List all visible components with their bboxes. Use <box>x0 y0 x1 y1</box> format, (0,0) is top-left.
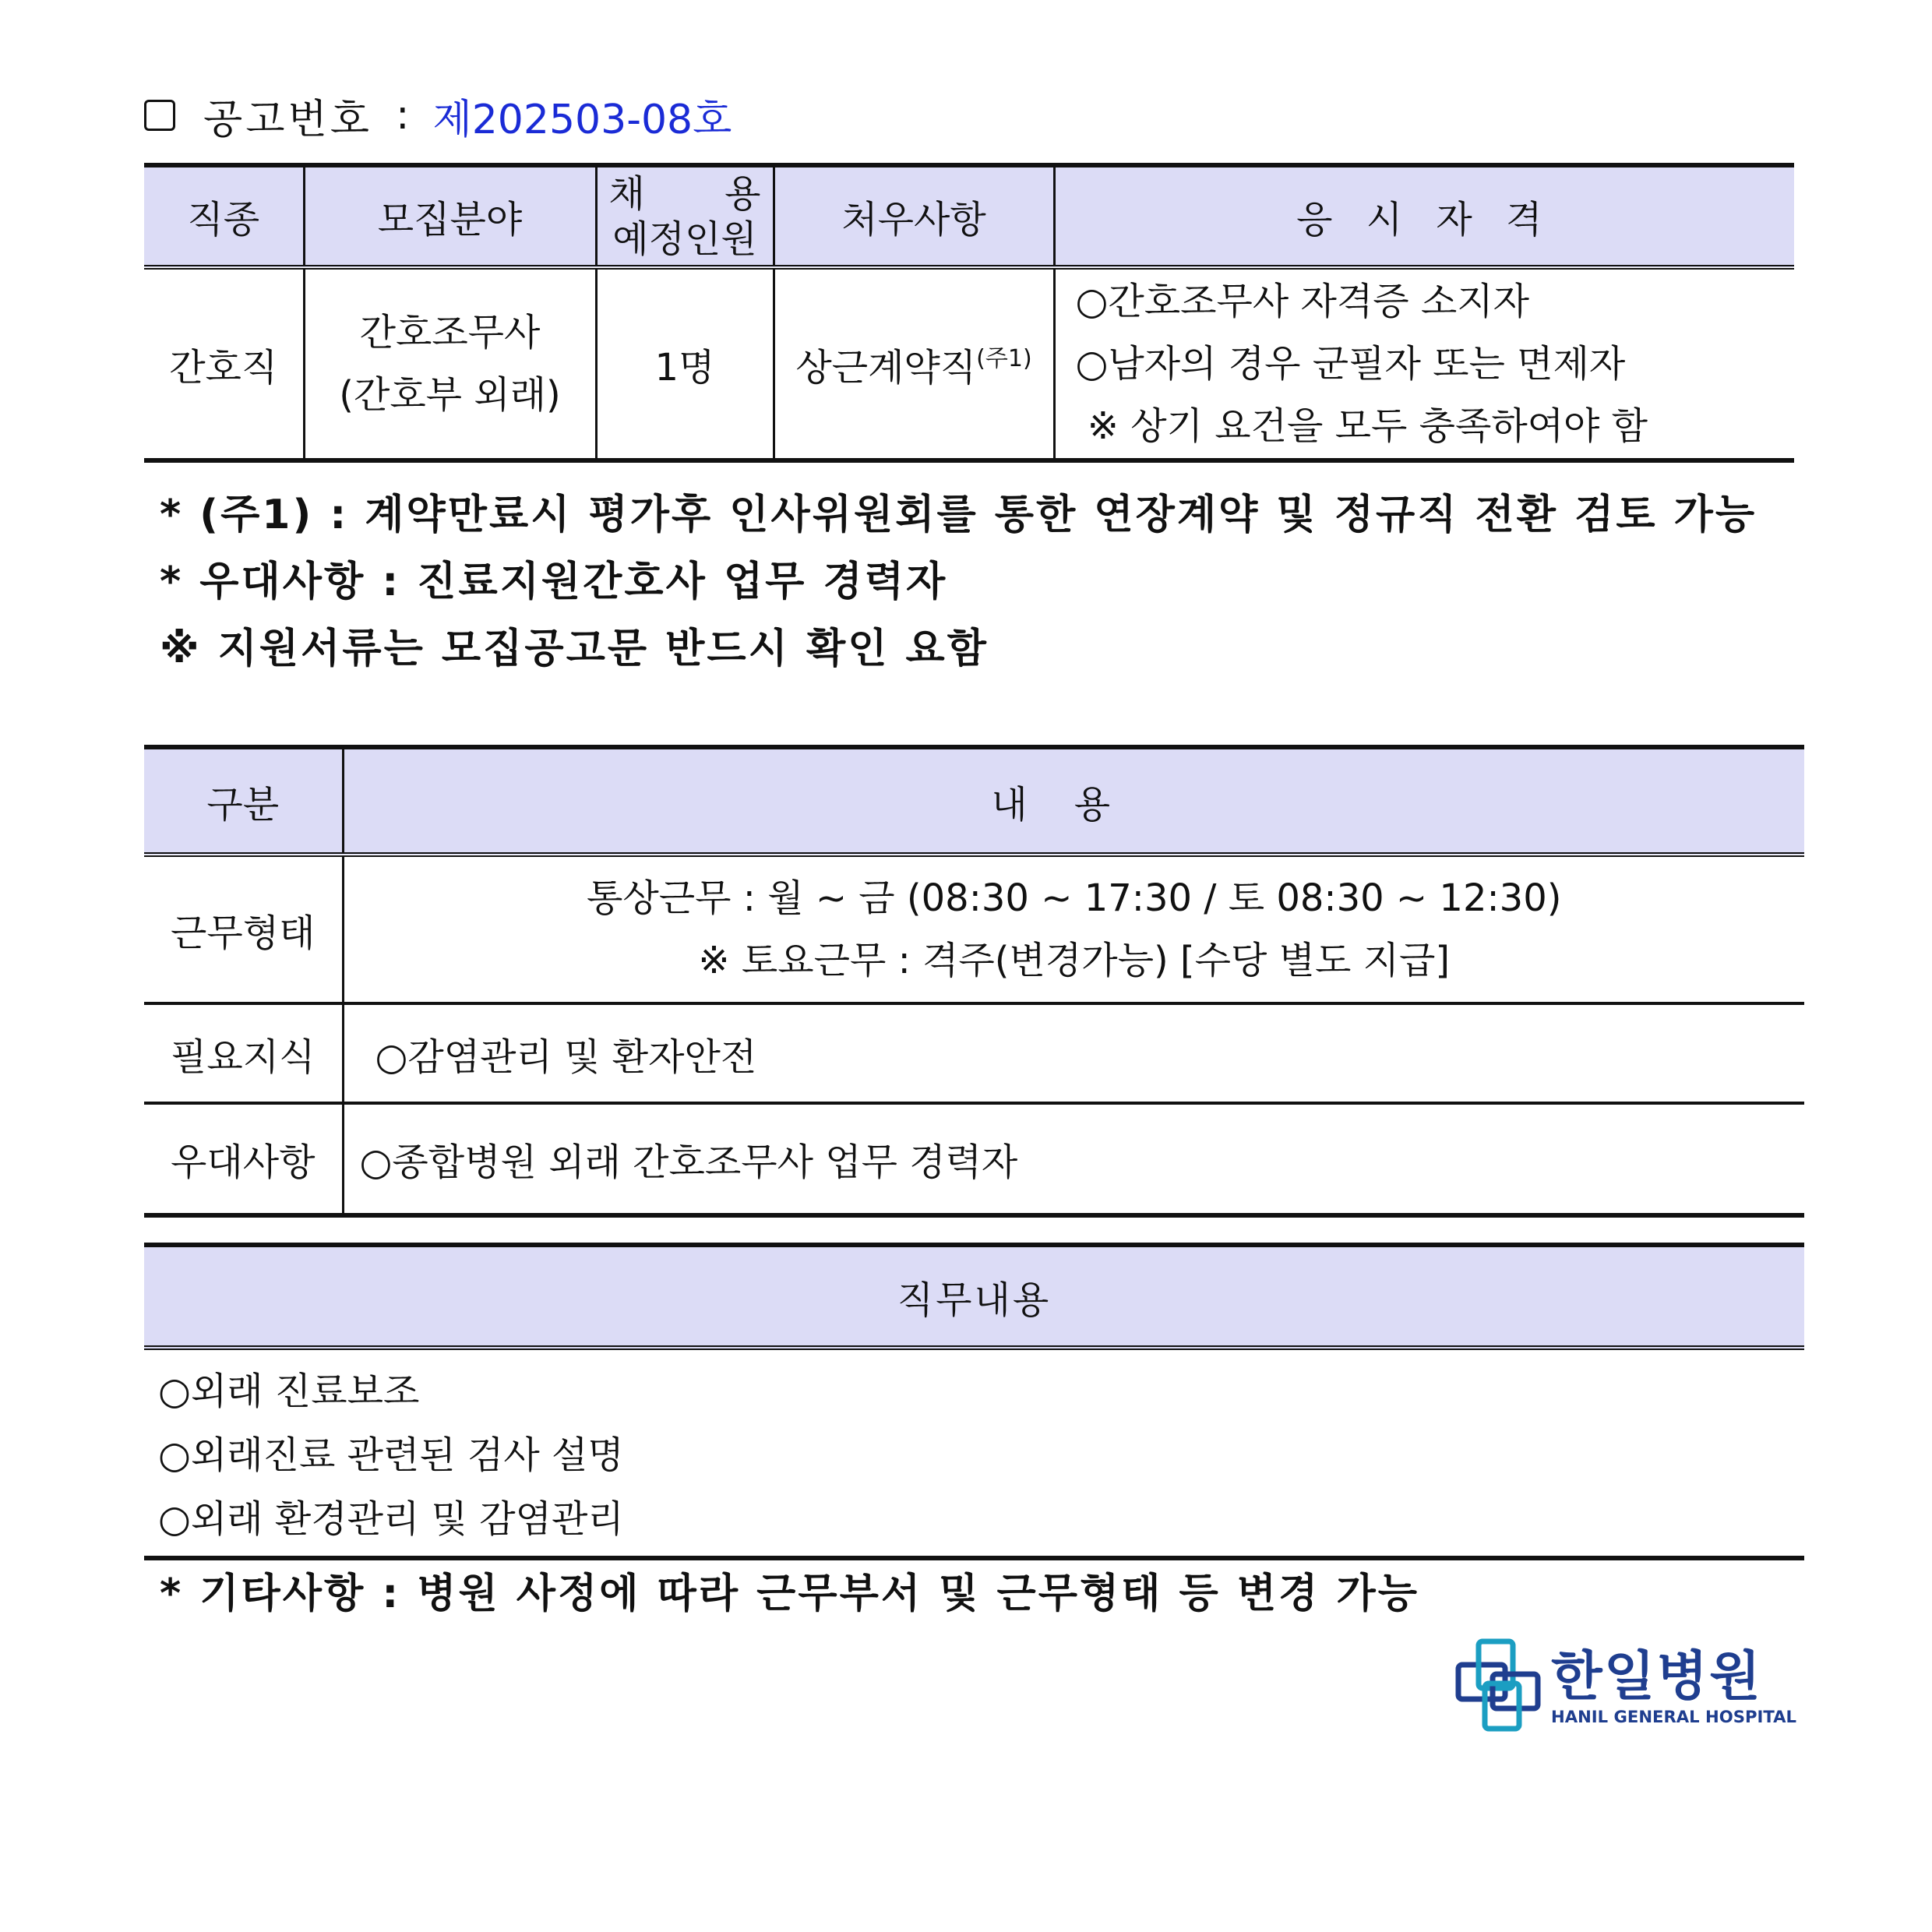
header-qualifications: 응 시 자 격 <box>1054 165 1794 267</box>
table-row <box>144 1003 1804 1103</box>
header-headcount-part3: 예정인원 <box>612 217 757 261</box>
header-headcount-part2: 용 <box>724 171 761 216</box>
header-content-text: 내용 <box>991 782 1158 827</box>
cell-headcount: 1명 <box>596 267 774 460</box>
cell-treatment-text: 상근계약직 <box>795 345 977 390</box>
table-row <box>144 1103 1804 1215</box>
duties-header: 직무내용 <box>144 1243 1804 1350</box>
work-hours-line: 통상근무 : 월 ~ 금 (08:30 ~ 17:30 / 토 08:30 ~ 12:30) <box>587 876 1562 920</box>
cell-preference-label: 우대사항 <box>144 1103 343 1215</box>
cell-preference-content: ○종합병원 외래 간호조무사 업무 경력자 <box>343 1103 1804 1215</box>
table-row <box>144 267 1794 460</box>
notice-separator: : <box>395 92 410 139</box>
cell-qualifications <box>1054 267 1794 460</box>
qualification-item: ○간호조무사 자격증 소지자 <box>1075 280 1529 323</box>
header-category: 구분 <box>144 747 343 855</box>
recruitment-table-header <box>144 165 1794 267</box>
header-headcount-part1: 채 <box>608 171 645 216</box>
recruitment-table <box>144 163 1794 463</box>
list-item: ○외래 환경관리 및 감염관리 <box>158 1497 624 1541</box>
cell-job-type: 간호직 <box>144 267 304 460</box>
header-content <box>343 747 1804 855</box>
cell-field <box>304 267 596 460</box>
cell-treatment <box>774 267 1054 460</box>
cell-knowledge-content: ○감염관리 및 환자안전 <box>343 1003 1804 1103</box>
list-item: ○외래진료 관련된 검사 설명 <box>158 1433 624 1477</box>
checkbox-square-icon <box>144 100 175 131</box>
work-details-header <box>144 747 1804 855</box>
duties-list <box>144 1350 1804 1560</box>
list-item: ○외래 진료보조 <box>158 1370 420 1413</box>
treatment-footnote-mark: (주1) <box>976 344 1032 372</box>
header-treatment: 처우사항 <box>774 165 1054 267</box>
note-preference: * 우대사항 : 진료지원간호사 업무 경력자 <box>160 559 948 605</box>
note-contract: * (주1) : 계약만료시 평가후 인사위원회를 통한 연장계약 및 정규직 전환 검토 가능 <box>160 492 1757 538</box>
header-job-type: 직종 <box>144 165 304 267</box>
footnote-other: * 기타사항 : 병원 사정에 따라 근무부서 및 근무형태 등 변경 가능 <box>160 1571 1419 1617</box>
cell-field-line1: 간호조무사 <box>359 311 541 354</box>
hospital-logo <box>1455 1638 1802 1732</box>
saturday-work-line: ※ 토요근무 : 격주(변경가능) [수당 별도 지급] <box>698 939 1451 982</box>
qualification-item: ○남자의 경우 군필자 또는 면제자 <box>1075 342 1626 386</box>
notice-number-line <box>144 87 732 143</box>
notice-label: 공고번호 <box>203 96 372 143</box>
header-field: 모집분야 <box>304 165 596 267</box>
notice-number: 제202503-08호 <box>432 96 732 143</box>
cell-work-type-content <box>343 855 1804 1003</box>
logo-english-name: HANIL GENERAL HOSPITAL <box>1551 1708 1796 1726</box>
cross-emblem-icon <box>1458 1641 1538 1729</box>
qualification-note: ※ 상기 요건을 모두 충족하여야 함 <box>1075 404 1648 448</box>
cell-knowledge-label: 필요지식 <box>144 1003 343 1103</box>
cell-field-line2: (간호부 외래) <box>339 373 561 417</box>
notes-block <box>160 481 1757 682</box>
table-row <box>144 855 1804 1003</box>
cell-work-type-label: 근무형태 <box>144 855 343 1003</box>
logo-korean-name: 한일병원 <box>1551 1646 1762 1708</box>
header-headcount <box>596 165 774 267</box>
duties-section <box>144 1243 1804 1560</box>
note-documents: ※ 지원서류는 모집공고문 반드시 확인 요함 <box>160 626 989 672</box>
work-details-table <box>144 745 1804 1218</box>
